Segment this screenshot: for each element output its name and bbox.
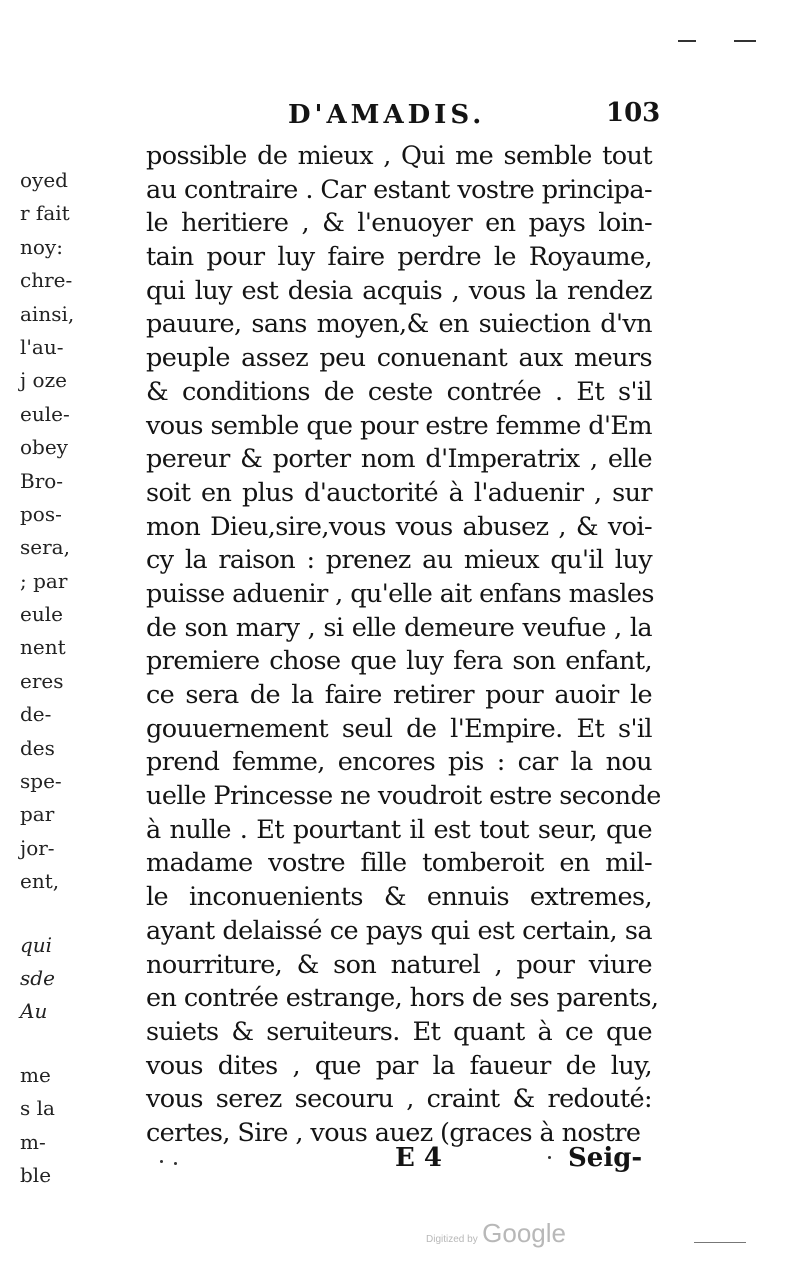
text-line: gouuernement seul de l'Empire. Et s'il [146, 713, 652, 744]
text-line: en contrée estrange, hors de ses parents, [146, 983, 659, 1014]
text-line: puisse aduenir , qu'elle ait enfans masles [146, 578, 654, 609]
text-line: de son mary , si elle demeure veufue , la [146, 612, 652, 643]
page-number: 103 [606, 98, 661, 128]
text-line: pereur & porter nom d'Imperatrix , elle [146, 444, 652, 475]
text-line: madame vostre fille tomberoit en mil- [146, 848, 652, 879]
margin-fragment: par [20, 802, 55, 827]
text-line: nourriture, & son naturel , pour viure [146, 949, 652, 980]
text-line: prend femme, encores pis : car la nou [146, 747, 652, 778]
text-line: uelle Princesse ne voudroit estre seconde [146, 781, 661, 812]
ink-speck [174, 1162, 177, 1165]
text-line: premiere chose que luy fera son enfant, [146, 646, 652, 677]
text-line: tain pour luy faire perdre le Royaume, [146, 242, 652, 273]
text-line: & conditions de ceste contrée . Et s'il [146, 376, 652, 407]
ink-speck [160, 1160, 163, 1163]
margin-fragment: eule [20, 602, 63, 627]
margin-fragment: me [20, 1062, 51, 1087]
margin-fragment: spe- [20, 769, 62, 794]
margin-fragment: ainsi, [20, 301, 75, 326]
scan-edge-mark [734, 40, 756, 42]
text-line: à nulle . Et pourtant il est tout seur, que [146, 814, 652, 845]
text-line: peuple assez peu conuenant aux meurs [146, 343, 652, 374]
margin-fragment: s la [20, 1096, 55, 1121]
text-line: certes, Sire , vous auez (graces à nostre [146, 1117, 641, 1148]
text-line: au contraire . Car estant vostre principa- [146, 174, 652, 205]
margin-fragment: qui [20, 932, 53, 957]
scan-edge-mark [694, 1242, 746, 1243]
adjacent-page-fragments [20, 164, 75, 1192]
margin-gap [20, 899, 72, 929]
watermark-prefix: Digitized by [426, 1234, 478, 1245]
margin-fragment: obey [20, 435, 68, 460]
margin-fragment: des [20, 735, 55, 760]
body-text [146, 140, 661, 1151]
margin-fragment: pos- [20, 501, 62, 526]
text-line: le inconuenients & ennuis extremes, [146, 882, 652, 913]
margin-fragment: l'au- [20, 334, 64, 359]
text-line: le heritiere , & l'enuoyer en pays loin- [146, 208, 652, 239]
digitized-watermark [426, 1218, 566, 1249]
margin-fragment: chre- [20, 268, 73, 293]
margin-fragment: j oze [20, 368, 67, 393]
margin-fragment: eres [20, 668, 64, 693]
text-line: suiets & seruiteurs. Et quant à ce que [146, 1016, 652, 1047]
text-line: soit en plus d'auctorité à l'aduenir , sur [146, 477, 652, 508]
text-line: ce sera de la faire retirer pour auoir le [146, 680, 652, 710]
text-line: vous serez secouru , craint & redouté: [146, 1084, 652, 1115]
scan-edge-mark [678, 40, 696, 42]
ink-speck [548, 1156, 551, 1159]
text-line: vous semble que pour estre femme d'Em [146, 410, 652, 441]
margin-fragment: nent [20, 635, 66, 660]
margin-gap [20, 1029, 72, 1059]
margin-fragment: Bro- [20, 468, 64, 493]
text-line: qui luy est desia acquis , vous la rendez [146, 275, 652, 306]
signature-mark: E 4 [395, 1143, 442, 1173]
margin-fragment: m- [20, 1129, 46, 1154]
margin-fragment: noy: [20, 234, 63, 259]
margin-fragment: jor- [20, 835, 55, 860]
text-line: pauure, sans moyen,& en suiection d'vn [146, 309, 652, 340]
margin-fragment: sera, [20, 535, 70, 560]
google-logo: Google [482, 1218, 566, 1248]
margin-fragment: r fait [20, 201, 70, 226]
margin-fragment: oyed [20, 168, 68, 192]
text-line: mon Dieu,sire,vous vous abusez , & voi- [146, 511, 652, 542]
margin-fragment: sde [20, 965, 55, 990]
text-line: ayant delaissé ce pays qui est certain, sa [146, 915, 652, 946]
margin-fragment: Au [20, 999, 48, 1024]
text-line: cy la raison : prenez au mieux qu'il luy [146, 545, 652, 576]
margin-fragment: ; par [20, 568, 68, 593]
running-title: D'AMADIS. [288, 100, 486, 130]
margin-fragment: de- [20, 702, 52, 727]
margin-fragment: ent, [20, 869, 60, 894]
catchword: Seig- [568, 1143, 643, 1173]
margin-fragment: eule- [20, 401, 70, 426]
text-line: vous dites , que par la faueur de luy, [146, 1050, 652, 1081]
text-line: possible de mieux , Qui me semble tout [146, 141, 652, 171]
margin-fragment: ble [20, 1162, 52, 1187]
